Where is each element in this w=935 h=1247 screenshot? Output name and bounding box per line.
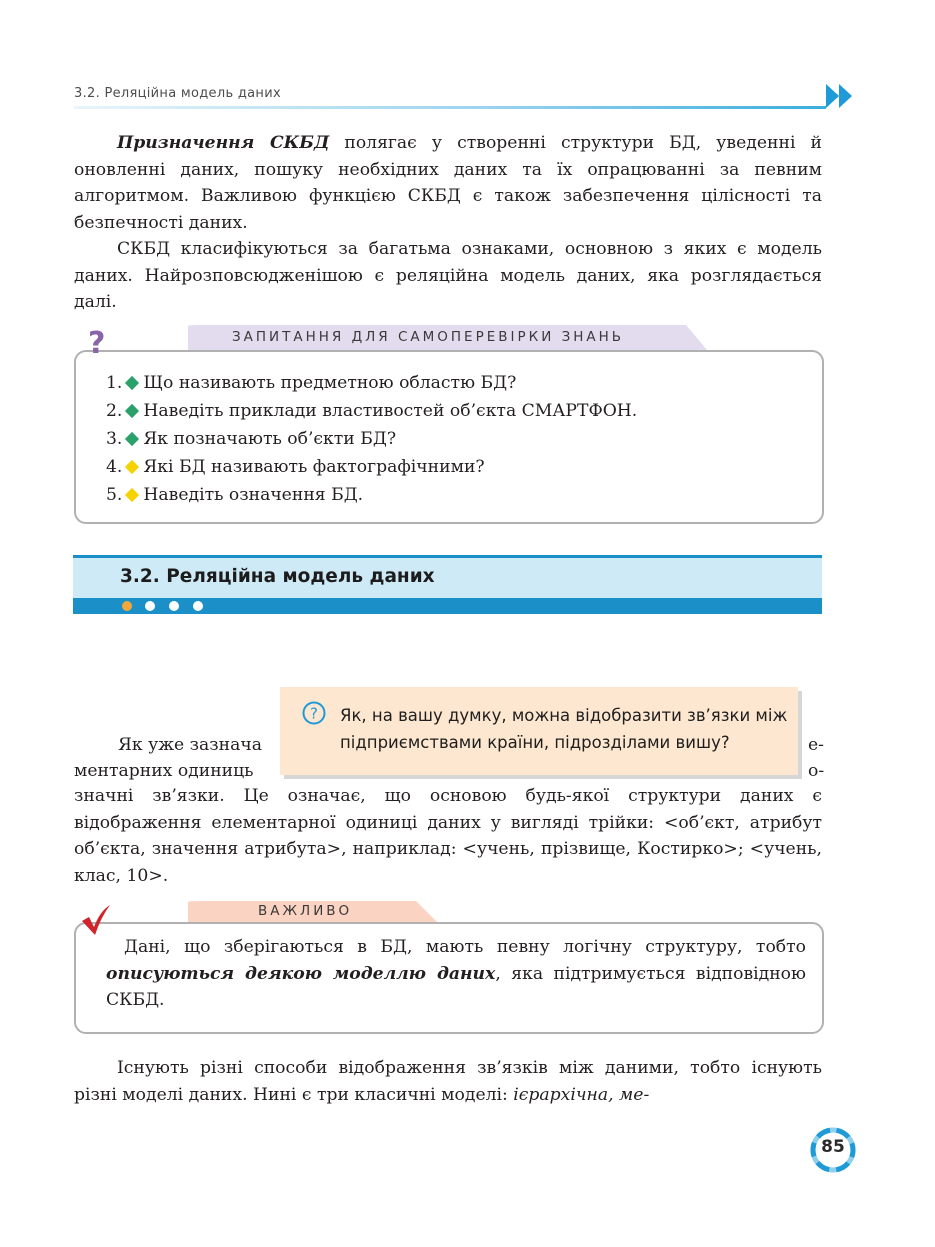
think-callout-text: Як, на вашу думку, можна відобразити зв’язки між підприємствами країни, підрозділами вишу? (340, 706, 788, 752)
double-arrow-icon (826, 84, 856, 108)
intro-paragraph-2: СКБД класифікуються за багатьма ознаками, основною з яких є модель даних. Найрозповсюдженішою є реляційна модель даних, яка розглядається далі. (74, 239, 822, 312)
item-text: Наведіть приклади властивостей об’єкта СМАРТФОН. (143, 401, 638, 421)
important-text: Дані, що зберігаються в БД, мають певну логічну структуру, тобто описуються деякою моделлю даних, яка підтримується відповідною СКБД. (106, 937, 806, 1010)
item-text: Наведіть означення БД. (143, 485, 364, 505)
self-check-item (106, 453, 637, 481)
body-line-2-left: ментарних одиниць (74, 761, 254, 781)
section-bottom-band (73, 598, 822, 614)
svg-text:?: ? (310, 704, 318, 723)
self-check-item (106, 481, 637, 509)
checkmark-icon (80, 903, 112, 937)
important-emphasis: описуються деякою моделлю даних (106, 963, 496, 984)
item-text: Як позначають об’єкти БД? (143, 429, 397, 449)
item-number: 3. (106, 429, 123, 449)
header-rule (74, 106, 826, 109)
intro-paragraph-1: Призначення СКБД полягає у створенні структури БД, уведенні й оновленні даних, пошуку необхідних даних та їх опрацюванні за певним алгоритмом. Важливою функцією СКБД є також забезпечення цілісності та безпечності даних. (74, 133, 822, 233)
difficulty-diamond-icon (125, 487, 139, 501)
question-circle-icon (302, 701, 326, 725)
body-line-2-right: о- (808, 761, 825, 781)
self-check-title: ЗАПИТАННЯ ДЛЯ САМОПЕРЕВІРКИ ЗНАНЬ (232, 329, 625, 345)
item-number: 2. (106, 401, 123, 421)
difficulty-diamond-icon (125, 459, 139, 473)
item-number: 4. (106, 457, 123, 477)
progress-dot-3 (169, 601, 179, 611)
running-header-title: 3.2. Реляційна модель даних (74, 86, 281, 101)
closing-italic: ієрархічна, ме- (513, 1084, 650, 1105)
question-mark-icon: ? (88, 326, 106, 361)
difficulty-diamond-icon (125, 431, 139, 445)
closing-paragraph: Існують різні способи відображення зв’язків між даними, тобто існують різні моделі даних. Нині є три класичні моделі: ієрархічна, ме- (74, 1058, 822, 1105)
item-text: Які БД називають фактографічними? (143, 457, 485, 477)
important-title: ВАЖЛИВО (258, 903, 353, 919)
item-number: 1. (106, 373, 123, 393)
page-number: 85 (821, 1137, 845, 1157)
self-check-item (106, 369, 637, 397)
difficulty-diamond-icon (125, 375, 139, 389)
item-number: 5. (106, 485, 123, 505)
item-text: Що називають предметною областю БД? (143, 373, 517, 393)
self-check-list (106, 369, 637, 509)
self-check-item (106, 425, 637, 453)
body-paragraph: значні зв’язки. Це означає, що основою будь-якої структури даних є відображення елементарної одиниці даних у вигляді трійки: <об’єкт, атрибут об’єкта, значення атрибута>, наприклад: <учень, прізвище, Костирко>; <учень, клас, 10>. (74, 786, 822, 886)
progress-dot-1 (122, 601, 132, 611)
progress-dot-4 (193, 601, 203, 611)
section-title: 3.2. Реляційна модель даних (120, 566, 435, 587)
body-line-1-right: е- (808, 735, 824, 755)
progress-dot-2 (145, 601, 155, 611)
term-dbms-purpose: Призначення СКБД (117, 133, 330, 153)
body-line-1-left: Як уже зазнача (118, 735, 262, 755)
self-check-item (106, 397, 637, 425)
difficulty-diamond-icon (125, 403, 139, 417)
